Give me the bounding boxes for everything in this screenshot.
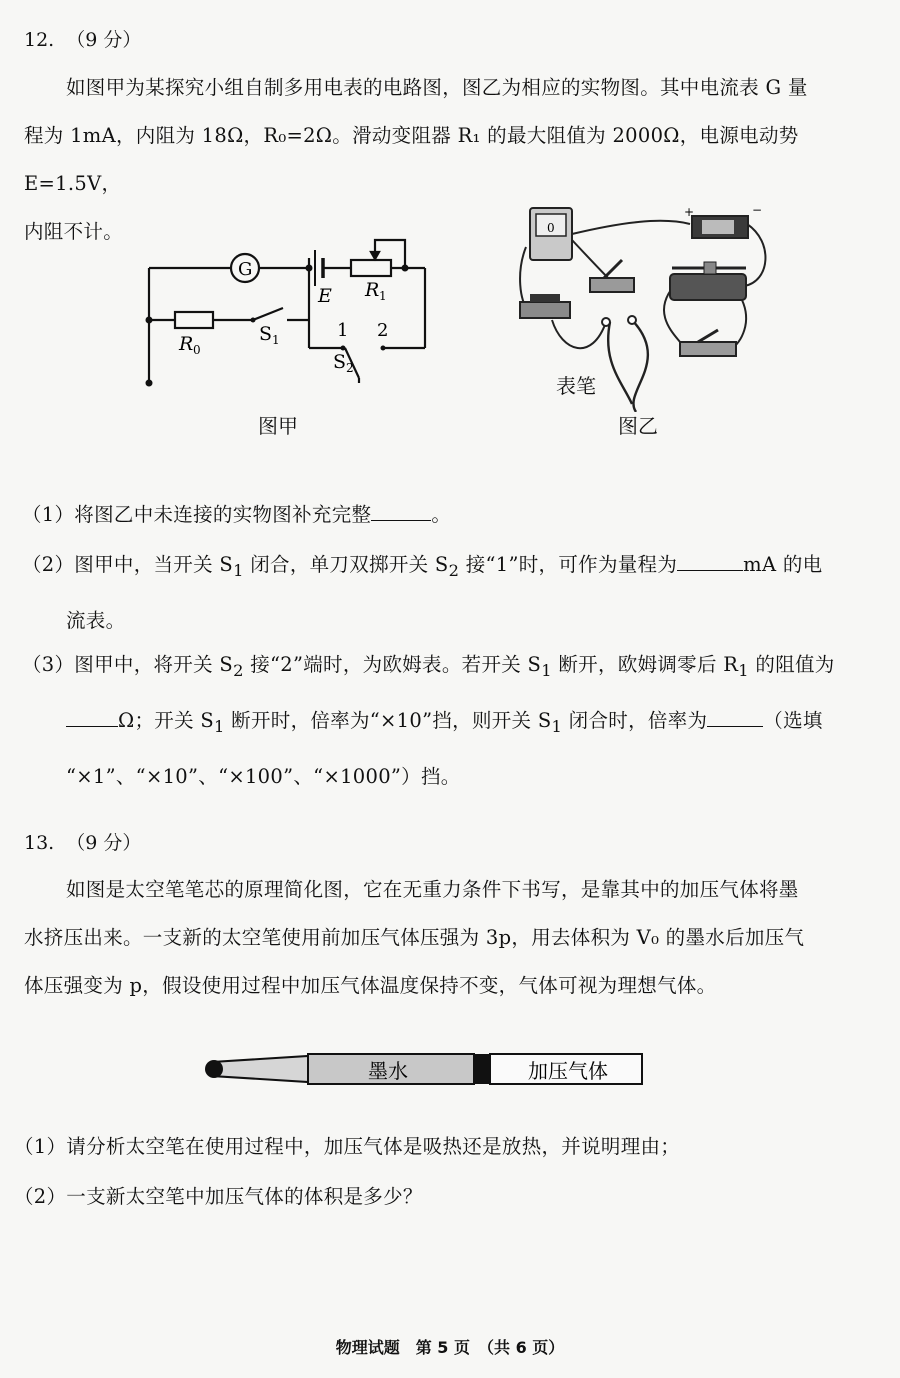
label-s2: S (333, 351, 347, 373)
question-score: （9 分） (66, 29, 142, 51)
gas-label: 加压气体 (528, 1059, 608, 1083)
circuit-diagram (135, 228, 435, 393)
sub: 2 (448, 560, 460, 580)
probe-label: 表笔 (556, 374, 596, 398)
label-s1: S (259, 323, 273, 345)
figure-b-caption: 图乙 (618, 414, 658, 438)
answer-blank[interactable] (677, 548, 743, 571)
sub: 2 (233, 660, 244, 680)
text: mA 的电 (743, 553, 823, 576)
sub-question: （2）一支新太空笔中加压气体的体积是多少？ (14, 1185, 423, 1208)
label-r1: R (365, 279, 380, 301)
text: 断开，欧姆调零后 R (551, 653, 739, 676)
resistor-block (520, 302, 570, 318)
label-s2-sub: 2 (346, 361, 354, 375)
apparatus-photo (512, 202, 774, 412)
text: （选填 (763, 708, 823, 732)
terminal-1: 1 (337, 320, 349, 341)
text: “×1”、“×10”、“×100”、“×1000”）挡。 (66, 764, 461, 788)
text: 流表。 (66, 608, 126, 632)
label-r0-sub: 0 (193, 343, 201, 357)
label-s1-sub: 1 (272, 333, 280, 347)
q12-sub-1 (22, 490, 888, 540)
plus-mark: + (684, 205, 695, 219)
label-g: G (238, 259, 253, 280)
text: （3）图甲中，将开关 S (22, 653, 234, 676)
space-pen-figure (198, 1048, 650, 1090)
text: Ω；开关 S (118, 708, 215, 732)
text: （2）图甲中，当开关 S (22, 553, 234, 576)
label-r1-sub: 1 (379, 289, 387, 303)
intro-line: 内阻不计。 (24, 220, 124, 243)
sub: 1 (214, 716, 225, 736)
sub-question-text: （1）将图乙中未连接的实物图补充完整 (22, 503, 372, 526)
answer-blank[interactable] (66, 704, 118, 727)
text: 接“1”时，可作为量程为 (459, 553, 678, 576)
intro-line: 程为 1mA，内阻为 18Ω，R₀=2Ω。滑动变阻器 R₁ 的最大阻值为 2000Ω，电源电动势 E=1.5V， (24, 124, 799, 195)
sub-question: （1）请分析太空笔在使用过程中，加压气体是吸热还是放热，并说明理由； (14, 1135, 681, 1158)
knife-switch (590, 278, 634, 292)
ink-label: 墨水 (368, 1059, 408, 1083)
label-r0: R (179, 333, 194, 355)
sub: 1 (738, 660, 749, 680)
spdt-switch (680, 342, 736, 356)
text: 接“2”端时，为欧姆表。若开关 S (243, 653, 542, 676)
intro-line: 如图甲为某探究小组自制多用电表的电路图，图乙为相应的实物图。其中电流表 G 量 (66, 76, 808, 99)
rheostat (670, 274, 746, 300)
question-score: （9 分） (66, 832, 142, 854)
q12-sub-2 (22, 540, 892, 646)
intro-line: 体压强变为 p，假设使用过程中加压气体温度保持不变，气体可视为理想气体。 (24, 974, 717, 997)
minus-mark: − (752, 203, 763, 217)
sub: 1 (541, 660, 552, 680)
text: 的阻值为 (748, 653, 835, 676)
intro-line: 如图是太空笔笔芯的原理简化图，它在无重力条件下书写，是靠其中的加压气体将墨 (66, 878, 799, 901)
text: 断开时，倍率为“×10”挡，则开关 S (224, 708, 552, 732)
page-footer: 物理试题 第 5 页 （共 6 页） (335, 1338, 565, 1357)
label-e: E (318, 285, 332, 307)
q13-items (14, 1122, 884, 1222)
answer-blank[interactable] (707, 704, 763, 727)
sub: 1 (233, 560, 244, 580)
question-13-intro (24, 866, 884, 1010)
sub: 1 (551, 716, 563, 736)
question-12-header (24, 25, 141, 52)
question-number: 13. (24, 832, 55, 854)
figure-a-caption: 图甲 (258, 414, 298, 438)
text: 闭合，单刀双掷开关 S (243, 553, 449, 576)
question-13-header (24, 828, 141, 855)
terminal-2: 2 (377, 320, 389, 341)
question-number: 12. (24, 29, 55, 51)
piston (474, 1054, 490, 1084)
text: 闭合时，倍率为 (562, 708, 708, 732)
punct: 。 (431, 503, 452, 526)
meter-mark: 0 (547, 221, 555, 235)
answer-blank[interactable] (371, 498, 431, 521)
intro-line: 水挤压出来。一支新的太空笔使用前加压气体压强为 3p，用去体积为 V₀ 的墨水后加压气 (24, 926, 805, 949)
q12-sub-3 (22, 640, 892, 802)
